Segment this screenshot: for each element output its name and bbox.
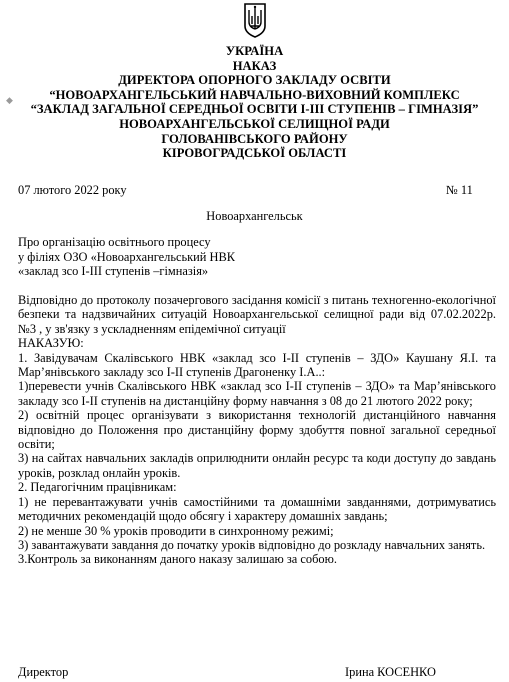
header-line-district: ГОЛОВАНІВСЬКОГО РАЙОНУ xyxy=(161,131,348,146)
order-place: Новоархангельськ xyxy=(206,209,303,223)
header-line-complex: “НОВОАРХАНГЕЛЬСЬКИЙ НАВЧАЛЬНО-ВИХОВНИЙ КОМПЛЕКС xyxy=(49,87,460,102)
header-line-country: УКРАЇНА xyxy=(225,44,284,58)
order-date: 07 лютого 2022 року xyxy=(18,183,127,197)
document-header xyxy=(0,44,509,161)
body-paragraph: Відповідно до протоколу позачергового засідання комісії з питань техногенно-екологічної безпеки та надзвичайних ситуацій Новоархангельської селищної ради від 07.02.2022р. №3 , у зв'язку з ускладненням епідемічної ситуації xyxy=(18,293,496,336)
body-paragraph: 2) освітній процес організувати з використання технологій дистанційного навчання відповідно до Положення про дистанційну форму здобуття повної загальної середньої освіти; xyxy=(18,408,496,452)
body-paragraph: 3.Контроль за виконанням даного наказу залишаю за собою. xyxy=(18,552,337,567)
paragraph-mark-icon: ◆ xyxy=(6,95,13,105)
header-line-council: НОВОАРХАНГЕЛЬСЬКОЇ СЕЛИЩНОЇ РАДИ xyxy=(119,116,390,131)
subject-line: «заклад зсо І-ІІІ ступенів –гімназія» xyxy=(18,264,209,279)
signature-name: Ірина КОСЕНКО xyxy=(345,665,436,679)
body-paragraph: 2) не менше 30 % уроків проводити в синхронному режимі; xyxy=(18,523,334,538)
body-paragraph: 1)перевести учнів Скалівського НВК «заклад зсо І-ІІ ступенів – ЗДО» та Мар’янівського закладу зсо І-ІІ ступенів на дистанційну форму навчання з 08 до 21 лютого 2022 року; xyxy=(18,379,496,408)
tryzub-coat-of-arms-icon xyxy=(243,2,267,38)
body-paragraph: НАКАЗУЮ: xyxy=(18,336,84,351)
order-body xyxy=(18,293,496,567)
header-line-institution: “ЗАКЛАД ЗАГАЛЬНОЇ СЕРЕДНЬОЇ ОСВІТИ І-ІІІ СТУПЕНІВ – ГІМНАЗІЯ” xyxy=(30,102,479,117)
order-number: № 11 xyxy=(446,183,473,197)
header-line-region: КІРОВОГРАДСЬКОЇ ОБЛАСТІ xyxy=(162,146,347,161)
body-paragraph: 3) завантажувати завдання до початку уроків відповідно до розкладу навчальних занять. xyxy=(18,537,486,552)
subject-line: Про організацію освітнього процесу xyxy=(18,235,211,249)
header-line-director: ДИРЕКТОРА ОПОРНОГО ЗАКЛАДУ ОСВІТИ xyxy=(118,73,391,88)
body-paragraph: 3) на сайтах навчальних закладів оприлюднити онлайн ресурс та коди доступу до завдань уроків, розклад онлайн уроків. xyxy=(18,451,496,480)
order-subject xyxy=(18,235,235,279)
signature-title: Директор xyxy=(18,665,69,679)
body-paragraph: 2. Педагогічним працівникам: xyxy=(18,480,177,495)
body-paragraph: 1. Завідувачам Скалівського НВК «заклад зсо І-ІІ ступенів – ЗДО» Каушану Я.І. та Мар’янівського закладу зсо І-ІІ ступенів Драгоненку І.А..: xyxy=(18,350,496,380)
header-line-order: НАКАЗ xyxy=(232,58,277,73)
body-paragraph: 1) не перевантажувати учнів самостійними та домашніми завданнями, дотримуватись методичних рекомендацій щодо обсягу і характеру домашніх завдань; xyxy=(18,494,496,524)
subject-line: у філіях ОЗО «Новоархангельський НВК xyxy=(18,249,235,264)
